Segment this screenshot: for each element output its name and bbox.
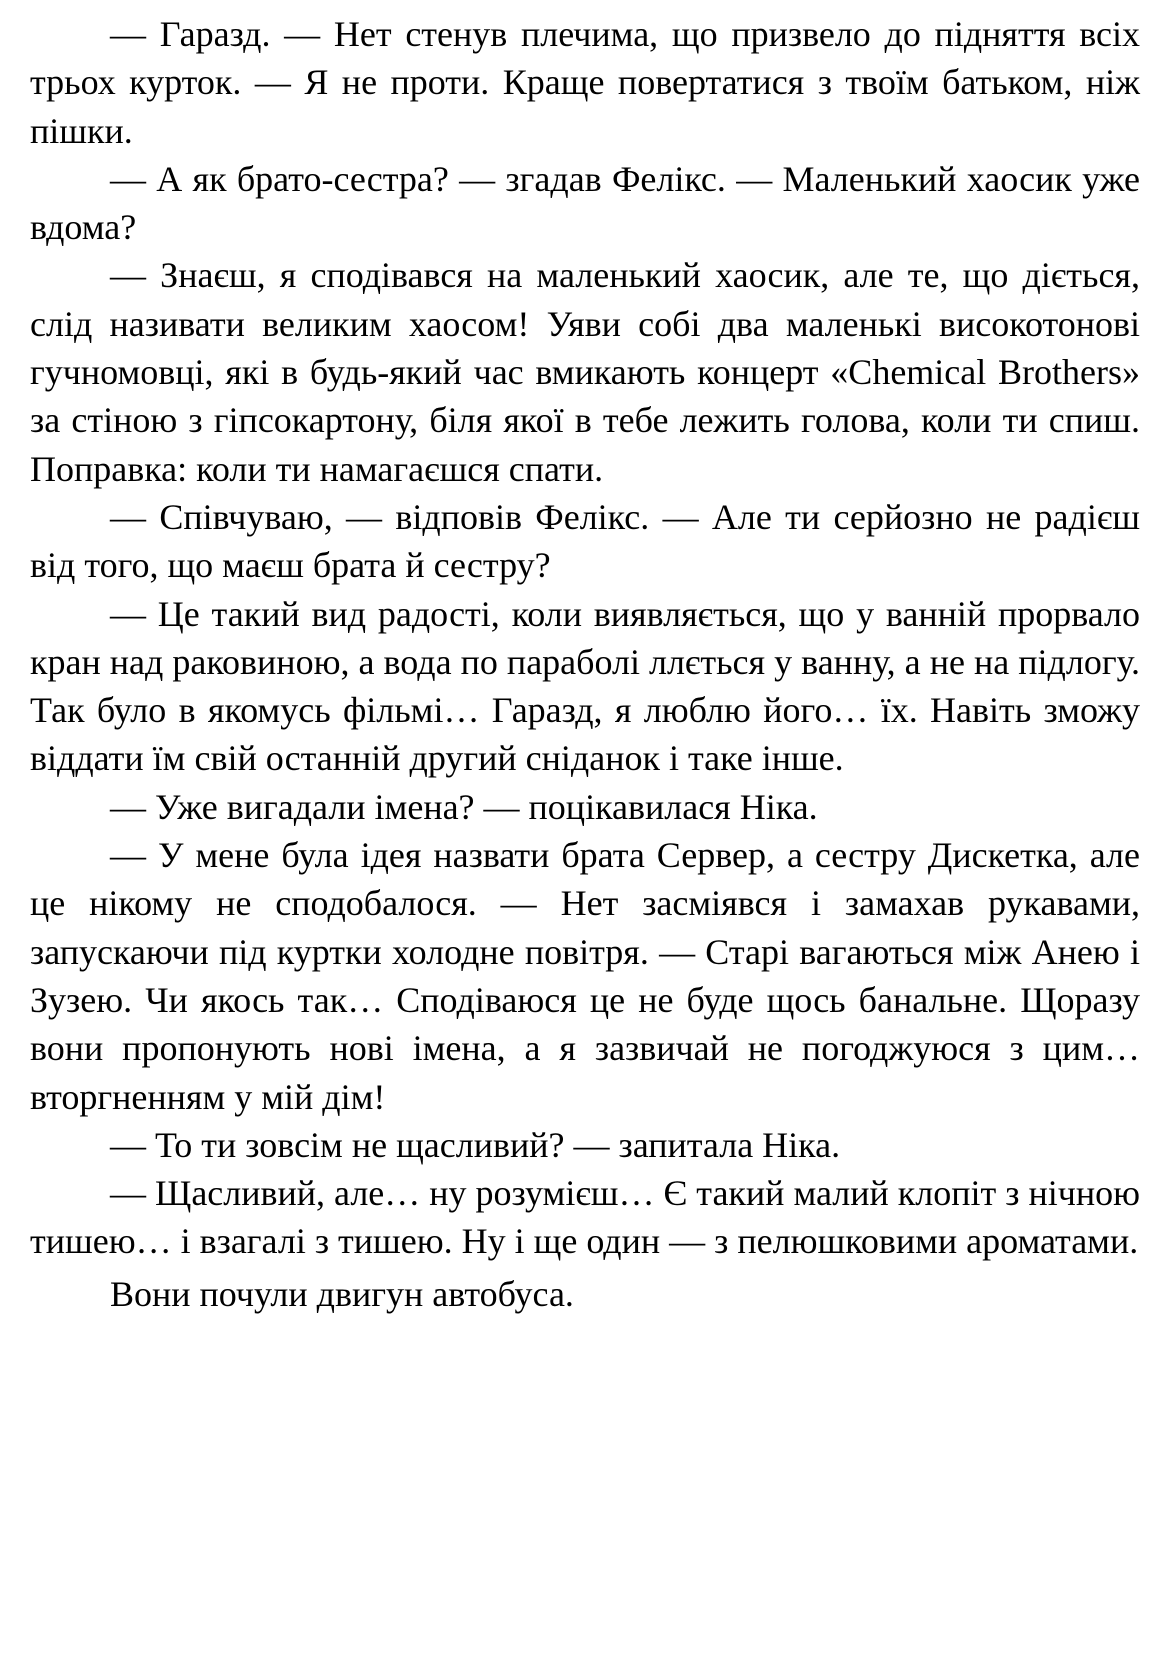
paragraph-5: — Це такий вид радості, коли виявляється, що у ванній прорвало кран над раковиною, а вода по параболі ллється у ванну, а не на підлогу. Так було в якомусь фільмі… Гаразд, я люблю його… їх. Навіть зможу віддати їм свій останній другий сніданок і таке інше. [30,593,1140,779]
paragraph-9: — Щасливий, але… ну розумієш… Є такий малий клопіт з нічною тишею… і взагалі з тишею. Ну і ще один — з пелюшковими ароматами. [30,1173,1140,1262]
paragraph-6: — Уже вигадали імена? — поцікавилася Ніка. [110,786,818,827]
paragraph-8: — То ти зовсім не щасливий? — запитала Ніка. [110,1124,841,1165]
paragraph-2: — А як брато-сестра? — згадав Фелікс. — Маленький хаосик уже вдома? [30,158,1140,248]
book-page [30,10,1140,1318]
paragraph-1: — Гаразд. — Нет стенув плечима, що призвело до підняття всіх трьох курток. — Я не проти. Краще повертатися з твоїм батьком, ніж пішки. [30,14,1140,151]
paragraph-3: — Знаєш, я сподівався на маленький хаосик, але те, що діється, слід називати великим хаосом! Уяви собі два маленькі високотонові гучномовці, які в будь-який час вмикають концерт «Chemical Brothers» за стіною з гіпсокартону, біля якої в тебе лежить голова, коли ти спиш. Поправка: коли ти намагаєшся спати. [30,255,1140,489]
paragraph-4: — Співчуваю, — відповів Фелікс. — Але ти серйозно не радієш від того, що маєш брата й сестру? [30,496,1140,586]
paragraph-7: — У мене була ідея назвати брата Сервер, а сестру Дискетка, але це нікому не сподобалося. — Нет засміявся і замахав рукавами, запускаючи під куртки холодне повітря. — Старі вагаються між Анею і Зузею. Чи якось так… Сподіваюся це не буде щось банальне. Щоразу вони пропонують нові імена, а я зазвичай не погоджуюся з цим… вторгненням у мій дім! [30,835,1140,1117]
paragraph-10: Вони почули двигун автобуса. [110,1273,574,1314]
